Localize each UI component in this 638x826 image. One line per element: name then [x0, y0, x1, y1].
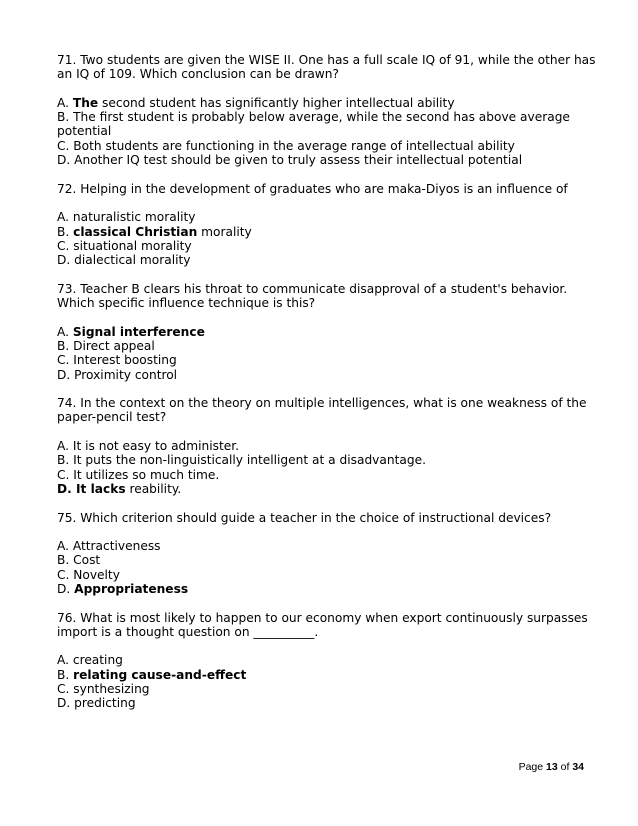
question-text: 75. Which criterion should guide a teacher in the choice of instructional devices?: [57, 510, 552, 525]
page-number: 13: [546, 761, 558, 773]
option-d: [57, 582, 597, 596]
option-a: [57, 439, 597, 453]
option-prefix: D. predicting: [57, 696, 136, 711]
option-a: [57, 539, 597, 553]
option-prefix: A. It is not easy to administer.: [57, 439, 240, 454]
option-c: [57, 239, 597, 253]
option-prefix: D. Another IQ test should be given to truly assess their intellectual potential: [57, 153, 523, 168]
option-prefix: C. situational morality: [57, 238, 192, 253]
page-footer: [519, 761, 584, 773]
option-a: [57, 653, 597, 667]
option-prefix: A. creating: [57, 653, 123, 668]
question-text: 71. Two students are given the WISE II. One has a full scale IQ of 91, while the other has an IQ of 109. Which conclusion can be drawn?: [57, 53, 596, 82]
option-d: [57, 153, 597, 167]
option-answer-bold: classical Christian: [73, 224, 198, 239]
option-prefix: B. Cost: [57, 553, 101, 568]
option-d: [57, 253, 597, 267]
option-answer-bold: Appropriateness: [74, 581, 189, 596]
option-a: [57, 325, 597, 339]
option-d: [57, 482, 597, 496]
option-prefix: D. Proximity control: [57, 367, 178, 382]
option-rest: reability.: [125, 481, 182, 496]
option-d: [57, 696, 597, 710]
question-76: [57, 611, 597, 711]
option-b: [57, 339, 597, 353]
option-b: [57, 110, 597, 139]
option-prefix: B.: [57, 667, 74, 682]
option-answer-bold: D. It lacks: [57, 481, 126, 496]
page-word: Page: [518, 761, 547, 773]
option-answer-bold: Signal interference: [72, 324, 205, 339]
total-pages: 34: [572, 761, 584, 773]
option-c: [57, 139, 597, 153]
option-prefix: B. Direct appeal: [57, 338, 155, 353]
question-74: [57, 396, 597, 496]
option-b: [57, 553, 597, 567]
option-prefix: B. The first student is probably below average, while the second has above average potential: [57, 110, 570, 139]
option-b: [57, 668, 597, 682]
option-prefix: D. dialectical morality: [57, 253, 191, 268]
question-71: [57, 53, 597, 167]
option-answer-bold: relating cause-and-effect: [73, 667, 247, 682]
question-list: [57, 53, 597, 725]
question-75: [57, 511, 597, 597]
option-b: [57, 453, 597, 467]
option-prefix: B. It puts the non-linguistically intelligent at a disadvantage.: [57, 453, 426, 468]
option-d: [57, 368, 597, 382]
option-c: [57, 682, 597, 696]
option-answer-bold: The: [72, 95, 99, 110]
option-c: [57, 568, 597, 582]
of-word: of: [557, 761, 573, 773]
option-prefix: A.: [57, 324, 73, 339]
option-b: [57, 225, 597, 239]
option-prefix: C. Both students are functioning in the average range of intellectual ability: [57, 138, 515, 153]
option-prefix: C. Interest boosting: [57, 353, 177, 368]
option-prefix: C. Novelty: [57, 567, 120, 582]
option-prefix: C. It utilizes so much time.: [57, 467, 220, 482]
option-a: [57, 96, 597, 110]
question-text: 72. Helping in the development of graduates who are maka-Diyos is an influence of: [57, 181, 568, 196]
question-text: 73. Teacher B clears his throat to communicate disapproval of a student's behavior. Which specific influence technique is this?: [57, 281, 568, 311]
question-text: 74. In the context on the theory on multiple intelligences, what is one weakness of the paper-pencil test?: [57, 396, 587, 425]
option-c: [57, 468, 597, 482]
question-text: 76. What is most likely to happen to our economy when export continuously surpasses import is a thought question on __________.: [57, 610, 588, 639]
option-a: [57, 210, 597, 224]
option-prefix: C. synthesizing: [57, 682, 150, 697]
question-72: [57, 182, 597, 268]
option-prefix: B.: [57, 224, 74, 239]
option-rest: second student has significantly higher intellectual ability: [98, 95, 455, 110]
option-rest: morality: [197, 224, 252, 239]
option-prefix: A. naturalistic morality: [57, 210, 196, 225]
question-73: [57, 282, 597, 382]
option-prefix: A. Attractiveness: [57, 539, 161, 554]
option-prefix: D.: [57, 581, 75, 596]
option-prefix: A.: [57, 95, 73, 110]
option-c: [57, 353, 597, 367]
